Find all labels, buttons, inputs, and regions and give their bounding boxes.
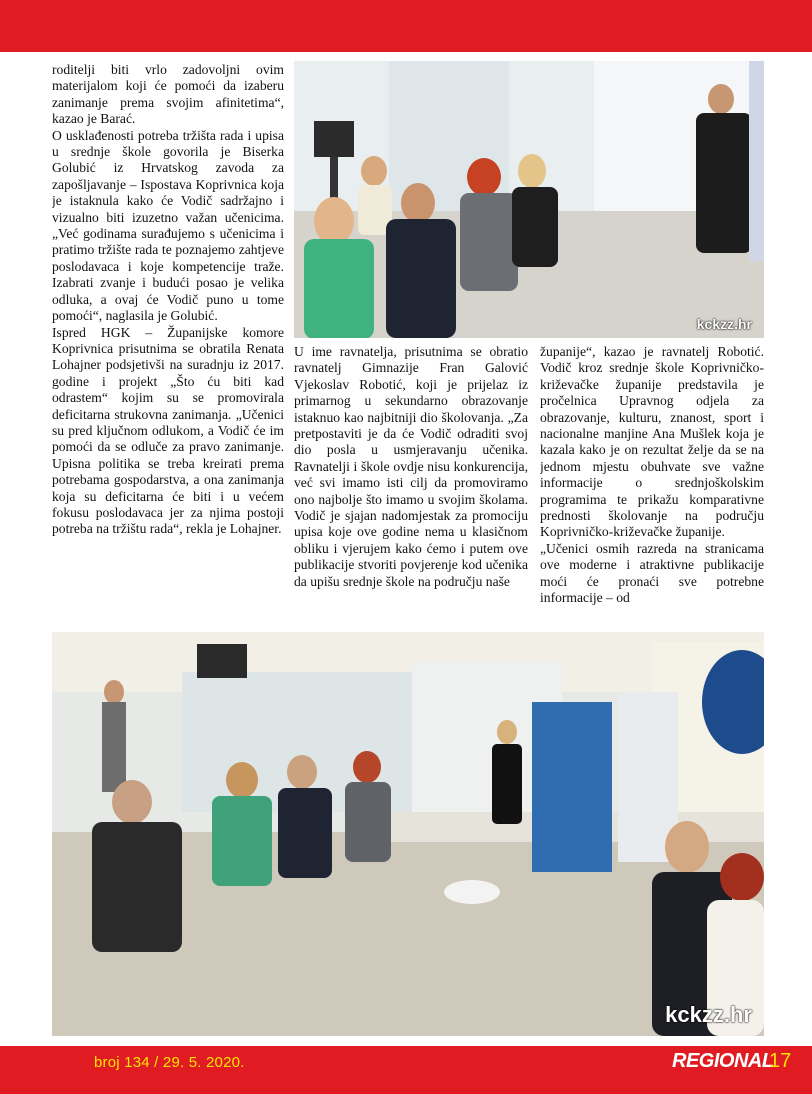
- article-column-1: [52, 62, 284, 628]
- press-conference-photo-bottom: [52, 632, 764, 1036]
- page-number: 17: [769, 1050, 792, 1072]
- paragraph: Ispred HGK – Županijske komore Koprivnica prisutnima se obratila Renata Lohajner podsjetivši na suradnju iz 2017. godine i projekt „Što ću biti kad odrastem“ kojim su se promovirala deficitarna strukovna zanimanja. „Učenici su pred ključnom odlukom, a Vodič će im pomoći da se odluče za pravo zanimanje. Upisna politika se treba kreirati prema potrebama gospodarstva, a ona zanimanja koja su deficitarna će biti i u većem fokusu poslodavaca jer za njima postoji potreba na tržištu rada“, rekla je Lohajner.: [52, 324, 284, 537]
- paragraph: županije“, kazao je ravnatelj Robotić. Vodič kroz srednje škole Koprivničko-križevačke županije predstavila je pročelnica Upravnog odjela za obrazovanje, kulturu, znanost, sport i nacionalne manjine Ana Mušlek koja je kazala kako je on rezultat želje da se na jednom mjestu obuhvate sve važne informacije o srednjoškolskim programima te prikažu komparativne prednosti školovanje na području Koprivničko-križevačke županije.: [540, 344, 764, 540]
- paragraph: O usklađenosti potreba tržišta rada i upisa u srednje škole govorila je Biserka Golubić iz Hrvatskog zavoda za zapošljavanje – Ispostava Koprivnica koja je istaknula kako će Vodič sadržajno i vizualno biti izuzetno važan učenicima. „Već godinama surađujemo s učenicima i pratimo tržište rada te poznajemo zahtjeve poslodavaca i koje kompetencije traže. Izabrati zvanje i budući posao je velika odluka, a ovaj će Vodič puno u tome pomoći“, naglasila je Golubić.: [52, 127, 284, 324]
- watermark: kckzz.hr: [696, 316, 752, 332]
- paragraph: roditelji biti vrlo zadovoljni ovim materijalom koji će pomoći da izaberu zanimanje prema svojim afinitetima“, kazao je Barać.: [52, 62, 284, 127]
- paragraph: U ime ravnatelja, prisutnima se obratio ravnatelj Gimnazije Fran Galović Vjekoslav Robotić, koji je prijelaz iz primarnog u sekundarno obrazovanje istaknuo kao najbitniji dio školovanja. „Za pretpostaviti je da će Vodič odraditi svoj dio posla u usmjeravanju učenika. Ravnatelji i škole ovdje nisu konkurencija, već svi imamo isti cilj da promoviramo ono najbolje što imamo u svojim školama. Vodič je sjajan nadomjestak za promociju upisa koje ove godine nema u klasičnom obliku i vjerujem kako ćemo i putem ove publikacije stvoriti povjerenje kod učenika da upišu srednje škole na području naše: [294, 344, 528, 589]
- watermark: kckzz.hr: [665, 1002, 752, 1027]
- article-column-3: [540, 344, 764, 628]
- press-conference-photo-top: [294, 61, 764, 338]
- top-red-bar: [0, 0, 812, 52]
- photo-illustration: [294, 61, 764, 338]
- issue-info: broj 134 / 29. 5. 2020.: [94, 1054, 245, 1071]
- photo-illustration: [52, 632, 764, 1036]
- article-column-2: [294, 344, 528, 628]
- paragraph: „Učenici osmih razreda na stranicama ove moderne i atraktivne publikacije moći će pronaći sve potrebne informacije – od: [540, 540, 764, 606]
- magazine-brand-logo: REGIONAL: [672, 1050, 774, 1072]
